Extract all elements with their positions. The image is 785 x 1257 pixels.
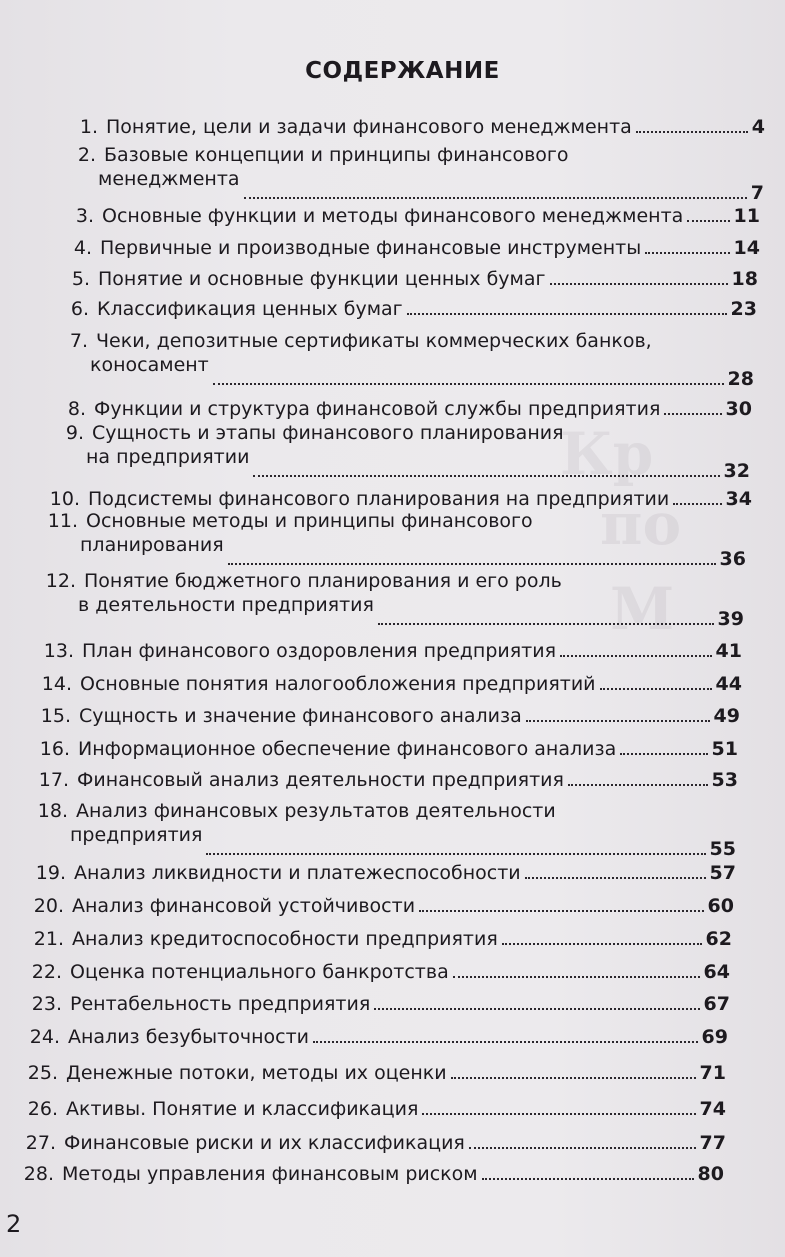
toc-entry-line	[66, 1060, 726, 1086]
dot-leader	[206, 837, 705, 855]
toc-entry	[0, 420, 785, 482]
toc-entry-title: Основные функции и методы финансового менеджмента	[102, 205, 684, 227]
toc-entry-number: 2.	[77, 144, 96, 166]
toc-entry-line	[77, 767, 738, 793]
dot-leader	[469, 1131, 696, 1149]
toc-entry-page: 53	[711, 769, 738, 791]
toc-entry-number: 8.	[67, 398, 86, 420]
toc-entry-page: 28	[727, 368, 754, 390]
toc-entry-line	[79, 703, 740, 729]
toc-entry-title: Понятие, цели и задачи финансового менеджмента	[106, 116, 632, 138]
toc-entry	[0, 991, 785, 1019]
dot-leader	[453, 960, 700, 978]
toc-entry-page: 7	[750, 182, 764, 204]
dot-leader	[664, 397, 721, 415]
toc-entry-number: 20.	[33, 895, 64, 917]
toc-entry-title: Подсистемы финансового планирования на предприятии	[88, 488, 670, 510]
toc-entry-line	[98, 166, 764, 204]
dot-leader	[253, 459, 719, 477]
toc-entry-number: 24.	[29, 1026, 60, 1048]
toc-entry-page: 4	[751, 116, 765, 138]
toc-entry-title: Сущность и этапы финансового планирования	[92, 422, 564, 444]
toc-entry-number: 27.	[25, 1132, 56, 1154]
dot-leader	[422, 1097, 695, 1115]
toc-entry-page: 49	[713, 705, 740, 727]
dot-leader	[526, 704, 710, 722]
toc-entry-page: 74	[699, 1098, 726, 1120]
toc-entry-title: Денежные потоки, методы их оценки	[66, 1062, 447, 1084]
toc-entry	[0, 1024, 785, 1052]
toc-entry-line	[97, 296, 757, 322]
dot-leader	[502, 927, 702, 945]
toc-entry-title: Финансовые риски и их классификация	[64, 1132, 465, 1154]
toc-entry-page: 34	[725, 488, 752, 510]
dot-leader	[374, 992, 699, 1010]
toc-entry-number: 14.	[41, 673, 72, 695]
toc-entry-page: 30	[725, 398, 752, 420]
toc-entry-number: 26.	[27, 1098, 58, 1120]
toc-entry-number: 21.	[33, 928, 64, 950]
toc-entry-page: 41	[715, 640, 742, 662]
dot-leader	[378, 607, 714, 625]
toc-entry-number: 17.	[38, 769, 69, 791]
dot-leader	[213, 367, 724, 385]
toc-entry	[0, 860, 785, 888]
toc-entry	[0, 1096, 785, 1124]
toc-entry-page: 67	[703, 993, 730, 1015]
dot-leader	[451, 1061, 696, 1079]
toc-entry-number: 22.	[31, 961, 62, 983]
toc-entry-title: Сущность и значение финансового анализа	[79, 705, 522, 727]
toc-entry-page: 55	[709, 838, 736, 860]
toc-entry-number: 28.	[23, 1163, 54, 1185]
toc-entry-line	[90, 352, 754, 390]
toc-entry-number: 16.	[39, 738, 70, 760]
toc-entry-title: Методы управления финансовым риском	[62, 1163, 478, 1185]
toc-entry-title: Анализ безубыточности	[68, 1026, 309, 1048]
toc-entry	[0, 328, 785, 390]
toc-entry-title: Классификация ценных бумаг	[97, 298, 403, 320]
dot-leader	[560, 639, 712, 657]
toc-entry-line	[106, 114, 765, 140]
dot-leader	[419, 894, 703, 912]
toc-entry	[0, 959, 785, 987]
toc-entry-line	[78, 736, 738, 762]
toc-entry-title: Чеки, депозитные сертификаты коммерческих банков,	[96, 330, 652, 352]
toc-entry	[0, 266, 785, 294]
toc-entry-title: Понятие и основные функции ценных бумаг	[98, 268, 546, 290]
dot-leader	[645, 236, 729, 254]
toc-entry-number: 13.	[43, 640, 74, 662]
toc-entry	[0, 142, 785, 204]
toc-entry-title: Информационное обеспечение финансового анализа	[78, 738, 617, 760]
page-title: СОДЕРЖАНИЕ	[305, 58, 500, 84]
toc-entry-page: 62	[705, 928, 732, 950]
toc-entry-line	[100, 235, 760, 261]
toc-entry-line	[72, 893, 734, 919]
toc-entry-page: 23	[730, 298, 757, 320]
dot-leader	[244, 181, 747, 199]
dot-leader	[673, 487, 721, 505]
toc-entry-title: Активы. Понятие и классификация	[66, 1098, 419, 1120]
dot-leader	[525, 861, 706, 879]
toc-entry-page: 11	[733, 205, 760, 227]
toc-entry-line	[66, 1096, 726, 1122]
toc-entry	[0, 1161, 785, 1189]
toc-entry-page: 57	[709, 862, 736, 884]
toc-entry-page: 69	[701, 1026, 728, 1048]
toc-entry-number: 9.	[65, 422, 84, 444]
toc-entry-number: 4.	[73, 237, 92, 259]
toc-entry-title: Базовые концепции и принципы финансового	[104, 144, 569, 166]
toc-entry-title: Понятие бюджетного планирования и его роль	[84, 570, 562, 592]
toc-entry-number: 12.	[45, 570, 76, 592]
toc-entry-page: 77	[699, 1132, 726, 1154]
toc-entry-title: Анализ финансовых результатов деятельности	[76, 800, 556, 822]
toc-entry-page: 51	[711, 738, 738, 760]
toc-entry	[0, 638, 785, 666]
toc-entry	[0, 893, 785, 921]
show-through-text: по	[600, 490, 682, 558]
toc-entry-page: 60	[707, 895, 734, 917]
toc-entry	[0, 736, 785, 764]
toc-entry-line	[80, 532, 746, 570]
dot-leader	[407, 297, 727, 315]
toc-entry-title: Первичные и производные финансовые инструменты	[100, 237, 642, 259]
toc-entry-line	[78, 592, 744, 630]
toc-entry-line	[72, 926, 732, 952]
toc-entry	[0, 1060, 785, 1088]
toc-entry-number: 11.	[47, 510, 78, 532]
toc-entry-line	[98, 266, 758, 292]
toc-entry-number: 23.	[31, 993, 62, 1015]
toc-entry-line	[70, 822, 736, 860]
dot-leader	[687, 204, 729, 222]
dot-leader	[568, 768, 708, 786]
toc-entry-title-continued: на предприятии	[86, 446, 250, 468]
toc-entry-title: Анализ ликвидности и платежеспособности	[74, 862, 521, 884]
dot-leader	[228, 547, 716, 565]
toc-entry-line	[64, 1130, 726, 1156]
toc-entry-page: 39	[717, 608, 744, 630]
toc-entry-title-continued: предприятия	[70, 824, 203, 846]
toc-entry-line	[82, 638, 742, 664]
toc-entry	[0, 703, 785, 731]
toc-entry	[0, 203, 785, 231]
dot-leader	[620, 737, 707, 755]
toc-entry-page: 64	[703, 961, 730, 983]
toc-entry-title-continued: коносамент	[90, 354, 209, 376]
toc-entry	[0, 798, 785, 860]
toc-entry-title: Основные методы и принципы финансового	[86, 510, 533, 532]
toc-entry-number: 7.	[69, 330, 88, 352]
dot-leader	[550, 267, 728, 285]
toc-entry-title: План финансового оздоровления предприятия	[82, 640, 557, 662]
toc-entry-page: 36	[719, 548, 746, 570]
toc-entry-line	[94, 396, 752, 422]
toc-entry-number: 3.	[75, 205, 94, 227]
toc-entry	[0, 114, 785, 142]
toc-entry-title: Финансовый анализ деятельности предприятия	[77, 769, 564, 791]
toc-entry-title: Анализ финансовой устойчивости	[72, 895, 416, 917]
toc-entry-line	[102, 203, 760, 229]
toc-entry-line	[62, 1161, 724, 1187]
toc-entry-number: 19.	[35, 862, 66, 884]
toc-entry-line	[70, 991, 730, 1017]
toc-entry	[0, 926, 785, 954]
show-through-text: М	[610, 575, 675, 643]
dot-leader	[600, 672, 712, 690]
toc-entry	[0, 1130, 785, 1158]
toc-entry	[0, 235, 785, 263]
toc-entry-number: 1.	[79, 116, 98, 138]
toc-entry-line	[70, 959, 730, 985]
toc-entry-title: Рентабельность предприятия	[70, 993, 371, 1015]
toc-entry-title-continued: в деятельности предприятия	[78, 594, 374, 616]
toc-entry-title: Анализ кредитоспособности предприятия	[72, 928, 498, 950]
toc-entry-page: 14	[733, 237, 760, 259]
toc-entry	[0, 296, 785, 324]
toc-entry-number: 25.	[27, 1062, 58, 1084]
dot-leader	[636, 115, 748, 133]
toc-entry-number: 5.	[71, 268, 90, 290]
toc-entry	[0, 767, 785, 795]
toc-entry-title-continued: планирования	[80, 534, 224, 556]
dot-leader	[482, 1162, 694, 1180]
toc-entry	[0, 508, 785, 570]
page-number: 2	[6, 1210, 22, 1238]
toc-entry-title: Функции и структура финансовой службы предприятия	[94, 398, 661, 420]
toc-entry-page: 18	[731, 268, 758, 290]
toc-entry-line	[74, 860, 736, 886]
toc-entry-line	[68, 1024, 728, 1050]
toc-entry-title-continued: менеджмента	[98, 168, 240, 190]
toc-entry-number: 10.	[49, 488, 80, 510]
toc-entry	[0, 568, 785, 630]
toc-entry-title: Основные понятия налогообложения предприятий	[80, 673, 596, 695]
toc-entry-page: 80	[697, 1163, 724, 1185]
toc-entry	[0, 671, 785, 699]
toc-entry-number: 6.	[70, 298, 89, 320]
toc-entry-number: 15.	[40, 705, 71, 727]
toc-entry-page: 44	[715, 673, 742, 695]
toc-entry-page: 32	[723, 460, 750, 482]
toc-entry-line	[80, 671, 742, 697]
dot-leader	[313, 1025, 698, 1043]
toc-entry-number: 18.	[37, 800, 68, 822]
show-through-text: Кр	[560, 420, 654, 488]
toc-entry-title: Оценка потенциального банкротства	[70, 961, 449, 983]
toc-entry-page: 71	[699, 1062, 726, 1084]
